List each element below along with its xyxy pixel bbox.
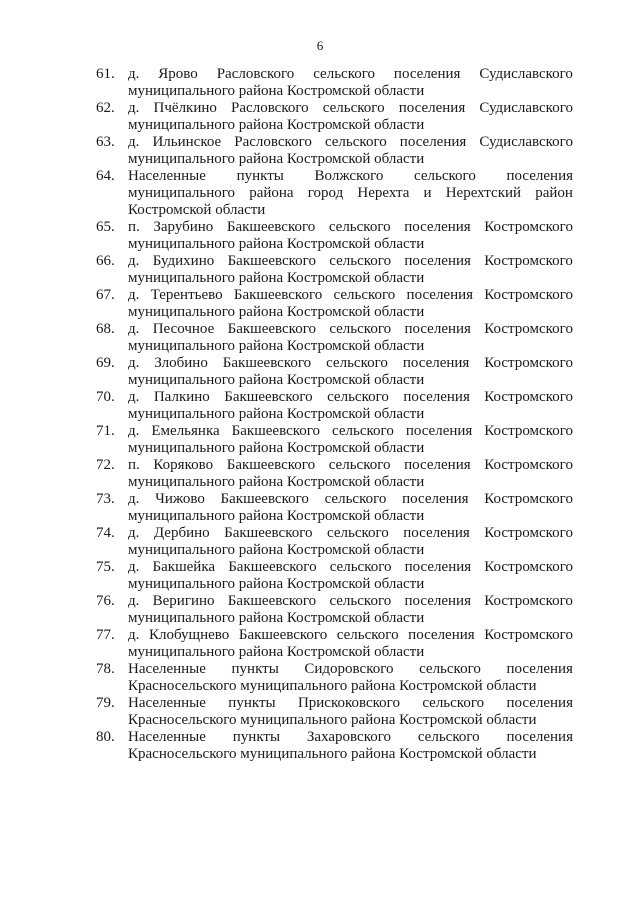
list-item-line: д. Бакшейка Бакшеевского сельского поселения Костромского [128,559,573,575]
list-item-line: д. Злобино Бакшеевского сельского поселения Костромского [128,355,573,371]
list-item-number: 69. [96,355,115,371]
list-item-number: 78. [96,661,115,677]
list-item-line: муниципального района Костромской области [128,236,425,252]
list-item-line: д. Ильинское Расловского сельского поселения Судиславского [128,134,573,150]
list-item [0,729,640,763]
list-item-number: 64. [96,168,115,184]
list-item-line: муниципального района Костромской области [128,644,425,660]
list-item-line: д. Чижово Бакшеевского сельского поселения Костромского [128,491,573,507]
list-item-number: 73. [96,491,115,507]
list-item-line: Костромской области [128,202,266,218]
list-item-line: д. Веригино Бакшеевского сельского поселения Костромского [128,593,573,609]
list-item [0,253,640,287]
list-item [0,134,640,168]
list-item-number: 67. [96,287,115,303]
list-item-number: 63. [96,134,115,150]
list-item-line: д. Палкино Бакшеевского сельского поселения Костромского [128,389,573,405]
list-item-line: д. Клобущнево Бакшеевского сельского поселения Костромского [128,627,573,643]
list-item-number: 80. [96,729,115,745]
list-item [0,219,640,253]
list-item [0,168,640,219]
list-item-line: п. Коряково Бакшеевского сельского поселения Костромского [128,457,573,473]
list-item-number: 65. [96,219,115,235]
list-item-line: Красносельского муниципального района Костромской области [128,712,537,728]
list-item [0,389,640,423]
list-item [0,287,640,321]
list-item-line: муниципального района Костромской области [128,338,425,354]
list-item [0,355,640,389]
list-item [0,559,640,593]
list-item [0,66,640,100]
list-item-line: муниципального района Костромской области [128,304,425,320]
list-item-line: д. Емельянка Бакшеевского сельского поселения Костромского [128,423,573,439]
list-item-number: 76. [96,593,115,609]
list-item-number: 71. [96,423,115,439]
list-item-line: муниципального района Костромской области [128,83,425,99]
list-item-line: д. Пчёлкино Расловского сельского поселения Судиславского [128,100,573,116]
list-item-number: 75. [96,559,115,575]
list-item-line: Населенные пункты Сидоровского сельского поселения [128,661,573,677]
list-item-line: д. Дербино Бакшеевского сельского поселения Костромского [128,525,573,541]
list-item-line: д. Будихино Бакшеевского сельского поселения Костромского [128,253,573,269]
list-item-line: муниципального района Костромской области [128,474,425,490]
list-item [0,491,640,525]
list-item-number: 62. [96,100,115,116]
list-item-number: 77. [96,627,115,643]
list-item-number: 74. [96,525,115,541]
list-item [0,423,640,457]
list-item-number: 66. [96,253,115,269]
list-item-line: д. Песочное Бакшеевского сельского поселения Костромского [128,321,573,337]
list-item-number: 70. [96,389,115,405]
list-item-line: Красносельского муниципального района Костромской области [128,678,537,694]
list-item-line: муниципального района город Нерехта и Нерехтский район [128,185,573,201]
list-item [0,457,640,491]
list-item-line: муниципального района Костромской области [128,576,425,592]
list-item-line: муниципального района Костромской области [128,151,425,167]
list-item [0,593,640,627]
page-number: 6 [316,38,324,53]
list-item [0,627,640,661]
list-item [0,100,640,134]
list-item [0,661,640,695]
list-item [0,525,640,559]
list-item-line: Населенные пункты Волжского сельского поселения [128,168,573,184]
list-item-line: муниципального района Костромской области [128,542,425,558]
list-item [0,695,640,729]
list-item-number: 79. [96,695,115,711]
list-item-line: муниципального района Костромской области [128,117,425,133]
list-item-number: 61. [96,66,115,82]
list-item-line: Красносельского муниципального района Костромской области [128,746,537,762]
list-item-line: муниципального района Костромской области [128,440,425,456]
list-item [0,321,640,355]
list-item-line: муниципального района Костромской области [128,372,425,388]
list-item-line: д. Ярово Расловского сельского поселения Судиславского [128,66,573,82]
list-item-line: Населенные пункты Захаровского сельского поселения [128,729,573,745]
list-item-line: муниципального района Костромской области [128,270,425,286]
list-item-line: муниципального района Костромской области [128,610,425,626]
list-item-line: д. Терентьево Бакшеевского сельского поселения Костромского [128,287,573,303]
list-item-number: 68. [96,321,115,337]
list-item-number: 72. [96,457,115,473]
list-item-line: п. Зарубино Бакшеевского сельского поселения Костромского [128,219,573,235]
list-item-line: муниципального района Костромской области [128,508,425,524]
list-item-line: Населенные пункты Прискоковского сельского поселения [128,695,573,711]
list-item-line: муниципального района Костромской области [128,406,425,422]
